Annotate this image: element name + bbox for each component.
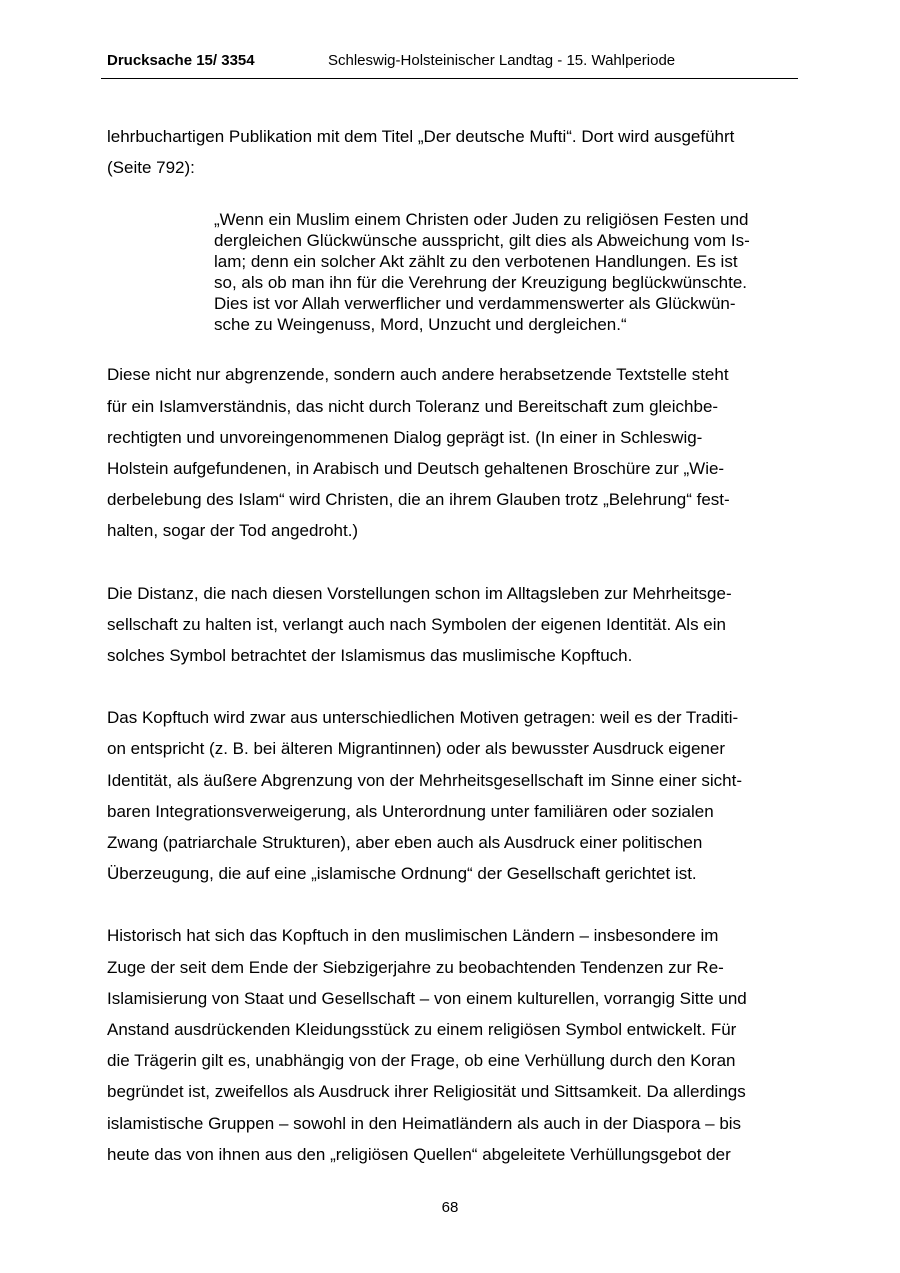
block-quote	[214, 209, 797, 335]
text-line: Historisch hat sich das Kopftuch in den muslimischen Ländern – insbesondere im	[107, 926, 719, 946]
text-line: (Seite 792):	[107, 158, 195, 178]
text-line: Identität, als äußere Abgrenzung von der Mehrheitsgesellschaft im Sinne einer sicht-	[107, 770, 743, 790]
quote-line: lam; denn ein solcher Akt zählt zu den verbotenen Handlungen. Es ist	[214, 252, 738, 272]
page-header	[101, 52, 798, 79]
text-line: islamistische Gruppen – sowohl in den Heimatländern als auch in der Diaspora – bis	[107, 1113, 742, 1133]
text-line: für ein Islamverständnis, das nicht durch Toleranz und Bereitschaft zum gleichbe-	[107, 396, 719, 416]
document-number: Drucksache 15/ 3354	[107, 52, 255, 69]
text-line: Das Kopftuch wird zwar aus unterschiedlichen Motiven getragen: weil es der Traditi-	[107, 708, 739, 728]
text-line: rechtigten und unvoreingenommenen Dialog geprägt ist. (In einer in Schleswig-	[107, 427, 703, 447]
quote-line: so, als ob man ihn für die Verehrung der Kreuzigung beglückwünschte.	[214, 273, 747, 293]
parliament-title: Schleswig-Holsteinischer Landtag - 15. Wahlperiode	[328, 52, 676, 69]
text-line: heute das von ihnen aus den „religiösen Quellen“ abgeleitete Verhüllungsgebot der	[107, 1144, 731, 1164]
page-number: 68	[441, 1199, 459, 1216]
text-line: sellschaft zu halten ist, verlangt auch nach Symbolen der eigenen Identität. Als ein	[107, 614, 726, 634]
text-line: on entspricht (z. B. bei älteren Migrantinnen) oder als bewusster Ausdruck eigener	[107, 739, 725, 759]
paragraph-1	[107, 359, 797, 546]
paragraph-2	[107, 578, 797, 672]
quote-line: sche zu Weingenuss, Mord, Unzucht und dergleichen.“	[214, 315, 627, 335]
text-line: Die Distanz, die nach diesen Vorstellungen schon im Alltagsleben zur Mehrheitsge-	[107, 583, 732, 603]
intro-paragraph	[107, 121, 797, 183]
text-line: begründet ist, zweifellos als Ausdruck ihrer Religiosität und Sittsamkeit. Da allerdings	[107, 1082, 746, 1102]
text-line: Zuge der seit dem Ende der Siebzigerjahre zu beobachtenden Tendenzen zur Re-	[107, 957, 724, 977]
paragraph-3	[107, 702, 797, 889]
text-line: Überzeugung, die auf eine „islamische Ordnung“ der Gesellschaft gerichtet ist.	[107, 864, 697, 884]
quote-line: dergleichen Glückwünsche ausspricht, gilt dies als Abweichung vom Is-	[214, 231, 750, 251]
page-body	[107, 121, 797, 1170]
text-line: Zwang (patriarchale Strukturen), aber eben auch als Ausdruck einer politischen	[107, 833, 703, 853]
text-line: Holstein aufgefundenen, in Arabisch und Deutsch gehaltenen Broschüre zur „Wie-	[107, 459, 725, 479]
quote-line: „Wenn ein Muslim einem Christen oder Juden zu religiösen Festen und	[214, 210, 749, 230]
text-line: solches Symbol betrachtet der Islamismus das muslimische Kopftuch.	[107, 646, 633, 666]
paragraph-4	[107, 920, 797, 1170]
text-line: baren Integrationsverweigerung, als Unterordnung unter familiären oder sozialen	[107, 801, 714, 821]
quote-line: Dies ist vor Allah verwerflicher und verdammenswerter als Glückwün-	[214, 294, 736, 314]
text-line: lehrbuchartigen Publikation mit dem Titel „Der deutsche Mufti“. Dort wird ausgeführt	[107, 127, 735, 146]
text-line: Anstand ausdrückenden Kleidungsstück zu einem religiösen Symbol entwickelt. Für	[107, 1020, 737, 1040]
text-line: Diese nicht nur abgrenzende, sondern auch andere herabsetzende Textstelle steht	[107, 365, 729, 385]
text-line: die Trägerin gilt es, unabhängig von der Frage, ob eine Verhüllung durch den Koran	[107, 1051, 736, 1071]
text-line: halten, sogar der Tod angedroht.)	[107, 521, 359, 541]
text-line: derbelebung des Islam“ wird Christen, die an ihrem Glauben trotz „Belehrung“ fest-	[107, 490, 730, 510]
text-line: Islamisierung von Staat und Gesellschaft – von einem kulturellen, vorrangig Sitte und	[107, 988, 747, 1008]
